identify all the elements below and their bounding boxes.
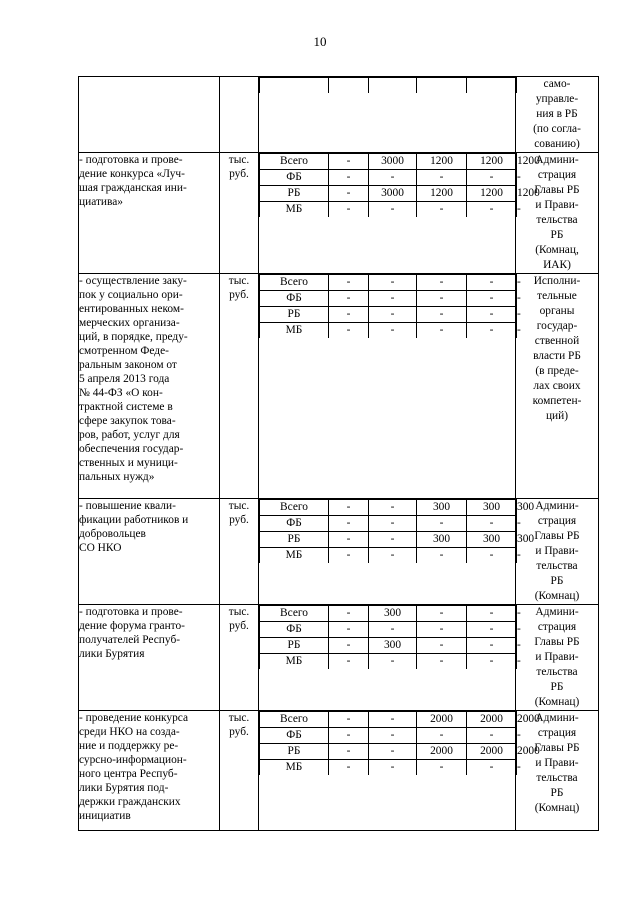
funding-value: - <box>329 638 369 654</box>
funding-row: Всего - - 300 300 300 <box>260 500 517 516</box>
funding-source: ФБ <box>260 170 329 186</box>
funding-value: - <box>369 532 417 548</box>
table-row <box>79 77 599 153</box>
funding-value: - <box>329 170 369 186</box>
funding-value: - <box>329 202 369 218</box>
funding-value: - <box>329 275 369 291</box>
funding-row: МБ - - - - - <box>260 323 517 339</box>
funding-value: 2000 <box>467 744 517 760</box>
funding-value: - <box>329 606 369 622</box>
funding-row: Всего - - 2000 2000 2000 <box>260 712 517 728</box>
funding-value: - <box>329 548 369 564</box>
funding-value: - <box>369 744 417 760</box>
activity-cell: - повышение квали- фикации работников и добровольцев СО НКО <box>79 499 220 605</box>
funding-row: МБ - - - - - <box>260 548 517 564</box>
funding-value: - <box>417 516 467 532</box>
funding-row: РБ - 300 - - - <box>260 638 517 654</box>
funding-value: - <box>369 728 417 744</box>
funding-row: РБ - - 300 300 300 <box>260 532 517 548</box>
funding-row: ФБ - - - - - <box>260 291 517 307</box>
funding-value <box>369 78 417 94</box>
funding-value: 300 <box>369 606 417 622</box>
funding-source: ФБ <box>260 728 329 744</box>
funding-value: - <box>329 728 369 744</box>
funding-value: - <box>329 654 369 670</box>
funding-value: - <box>467 275 517 291</box>
funding-source: Всего <box>260 606 329 622</box>
responsible-cell: Админи- страция Главы РБ и Прави- тельства РБ (Комнац) <box>516 605 599 711</box>
funding-value: - <box>417 638 467 654</box>
funding-subtable <box>259 153 540 217</box>
funding-value: 1200 <box>417 154 467 170</box>
table-row <box>79 605 599 711</box>
funding-row: ФБ - - - - - <box>260 170 517 186</box>
funding-source: РБ <box>260 307 329 323</box>
unit-cell: тыс. руб. <box>220 499 259 605</box>
funding-value: - <box>417 291 467 307</box>
funding-value: - <box>467 728 517 744</box>
funding-cell <box>259 274 521 499</box>
funding-value: - <box>369 275 417 291</box>
funding-value: - <box>329 307 369 323</box>
unit-cell <box>220 77 259 153</box>
funding-value: - <box>417 606 467 622</box>
funding-value: - <box>417 275 467 291</box>
funding-source: МБ <box>260 323 329 339</box>
funding-value: 2000 <box>467 712 517 728</box>
funding-value: - <box>467 622 517 638</box>
funding-value: 2000 <box>417 744 467 760</box>
funding-row: ФБ - - - - - <box>260 516 517 532</box>
funding-subtable <box>259 605 521 669</box>
funding-value: - <box>329 532 369 548</box>
funding-row: МБ - - - - - <box>260 654 517 670</box>
funding-source: МБ <box>260 760 329 776</box>
funding-row <box>260 78 517 94</box>
funding-value: - <box>467 654 517 670</box>
funding-value: - <box>329 712 369 728</box>
funding-value: 300 <box>467 532 517 548</box>
table-row <box>79 711 599 831</box>
funding-source: Всего <box>260 500 329 516</box>
funding-source: МБ <box>260 654 329 670</box>
funding-source: ФБ <box>260 291 329 307</box>
activity-cell: - проведение конкурса среди НКО на созда- ние и поддержку ре- сурсно-информацион- ного центра Респуб- лики Бурятия под- держки гражданских инициатив <box>79 711 220 831</box>
funding-value: - <box>417 170 467 186</box>
funding-value <box>417 78 467 94</box>
funding-value: - <box>369 307 417 323</box>
activity-cell: - подготовка и прове- дение форума гранто- получателей Респуб- лики Бурятия <box>79 605 220 711</box>
funding-value: - <box>369 323 417 339</box>
funding-source: РБ <box>260 638 329 654</box>
page-number: 10 <box>313 34 327 49</box>
funding-value <box>329 78 369 94</box>
funding-source: Всего <box>260 275 329 291</box>
funding-value: - <box>417 760 467 776</box>
activity-cell: - осуществление заку- пок у социально ори- ентированных неком- мерческих организа- ций, в порядке, преду- смотренном Феде- ральным законом от 5 апреля 2013 года № 44-ФЗ «О кон- трактной системе в сфере закупок това- ров, работ, услуг для обеспечения государ- ственных и муници- пальных нужд» <box>79 274 220 499</box>
funding-row: ФБ - - - - - <box>260 728 517 744</box>
funding-value: 1200 <box>467 186 517 202</box>
funding-value: - <box>329 154 369 170</box>
funding-value: - <box>329 622 369 638</box>
funding-value: - <box>329 186 369 202</box>
funding-value: - <box>369 291 417 307</box>
funding-source: МБ <box>260 202 329 218</box>
funding-value: - <box>467 202 517 218</box>
funding-value: - <box>369 622 417 638</box>
funding-value: - <box>329 760 369 776</box>
funding-row: МБ - - - - - <box>260 760 517 776</box>
responsible-cell: само- управле- ния в РБ (по согла- сованию) <box>516 77 599 153</box>
table-row <box>79 274 599 499</box>
funding-value: - <box>369 202 417 218</box>
funding-value: - <box>467 760 517 776</box>
funding-value <box>467 78 517 94</box>
funding-row: ФБ - - - - - <box>260 622 517 638</box>
funding-value: - <box>417 728 467 744</box>
funding-subtable <box>259 77 517 93</box>
funding-value: - <box>467 291 517 307</box>
funding-value: - <box>369 170 417 186</box>
funding-row: РБ - - 2000 2000 2000 <box>260 744 517 760</box>
funding-value: 300 <box>369 638 417 654</box>
funding-value: - <box>417 202 467 218</box>
activity-cell <box>79 77 220 153</box>
funding-row: РБ - - - - - <box>260 307 517 323</box>
funding-cell <box>259 153 540 274</box>
funding-cell <box>259 711 540 831</box>
funding-value: - <box>417 622 467 638</box>
funding-value: 3000 <box>369 154 417 170</box>
funding-value: - <box>329 744 369 760</box>
funding-value: - <box>467 606 517 622</box>
funding-value: 1200 <box>467 154 517 170</box>
funding-value: - <box>467 323 517 339</box>
program-table <box>78 76 599 831</box>
funding-value: - <box>369 500 417 516</box>
funding-source: РБ <box>260 532 329 548</box>
activity-cell: - подготовка и прове- дение конкурса «Луч- шая гражданская ини- циатива» <box>79 153 220 274</box>
funding-value: - <box>369 516 417 532</box>
funding-source: ФБ <box>260 622 329 638</box>
funding-value: - <box>467 638 517 654</box>
funding-value: 2000 <box>417 712 467 728</box>
funding-row: Всего - 3000 1200 1200 1200 <box>260 154 517 170</box>
funding-value: - <box>369 760 417 776</box>
funding-value: - <box>369 548 417 564</box>
funding-source: РБ <box>260 744 329 760</box>
unit-cell: тыс. руб. <box>220 153 259 274</box>
funding-value: - <box>417 323 467 339</box>
table-row <box>79 499 599 605</box>
funding-source: МБ <box>260 548 329 564</box>
funding-value: - <box>329 500 369 516</box>
responsible-cell: Админи- страция Главы РБ и Прави- тельства РБ (Комнац, ИАК) <box>516 153 599 274</box>
funding-value: 3000 <box>369 186 417 202</box>
funding-row: МБ - - - - - <box>260 202 517 218</box>
table-row <box>79 153 599 274</box>
funding-value: 300 <box>467 500 517 516</box>
funding-value: - <box>369 712 417 728</box>
funding-value: - <box>329 323 369 339</box>
unit-cell: тыс. руб. <box>220 605 259 711</box>
funding-value: - <box>467 307 517 323</box>
funding-source: ФБ <box>260 516 329 532</box>
funding-cell <box>259 499 535 605</box>
funding-subtable <box>259 711 540 775</box>
responsible-cell: Админи- страция Главы РБ и Прави- тельства РБ (Комнац) <box>516 711 599 831</box>
unit-cell: тыс. руб. <box>220 274 259 499</box>
funding-value: - <box>467 548 517 564</box>
funding-source: Всего <box>260 712 329 728</box>
funding-row: Всего - 300 - - - <box>260 606 517 622</box>
funding-value: - <box>329 291 369 307</box>
funding-row: РБ - 3000 1200 1200 1200 <box>260 186 517 202</box>
responsible-cell: Исполни- тельные органы государ- ственной власти РБ (в преде- лах своих компетен- ций) <box>516 274 599 499</box>
funding-value: - <box>467 170 517 186</box>
funding-cell <box>259 605 521 711</box>
funding-value: - <box>369 654 417 670</box>
funding-cell <box>259 77 516 153</box>
funding-source: РБ <box>260 186 329 202</box>
funding-row: Всего - - - - - <box>260 275 517 291</box>
funding-source: Всего <box>260 154 329 170</box>
funding-value: 300 <box>417 532 467 548</box>
funding-value: - <box>417 548 467 564</box>
funding-value: - <box>417 654 467 670</box>
funding-value: - <box>329 516 369 532</box>
funding-subtable <box>259 499 535 563</box>
funding-value: - <box>417 307 467 323</box>
funding-value: 300 <box>417 500 467 516</box>
funding-source <box>260 78 329 94</box>
funding-value: - <box>467 516 517 532</box>
responsible-cell: Админи- страция Главы РБ и Прави- тельства РБ (Комнац) <box>516 499 599 605</box>
unit-cell: тыс. руб. <box>220 711 259 831</box>
funding-subtable <box>259 274 521 338</box>
funding-value: 1200 <box>417 186 467 202</box>
